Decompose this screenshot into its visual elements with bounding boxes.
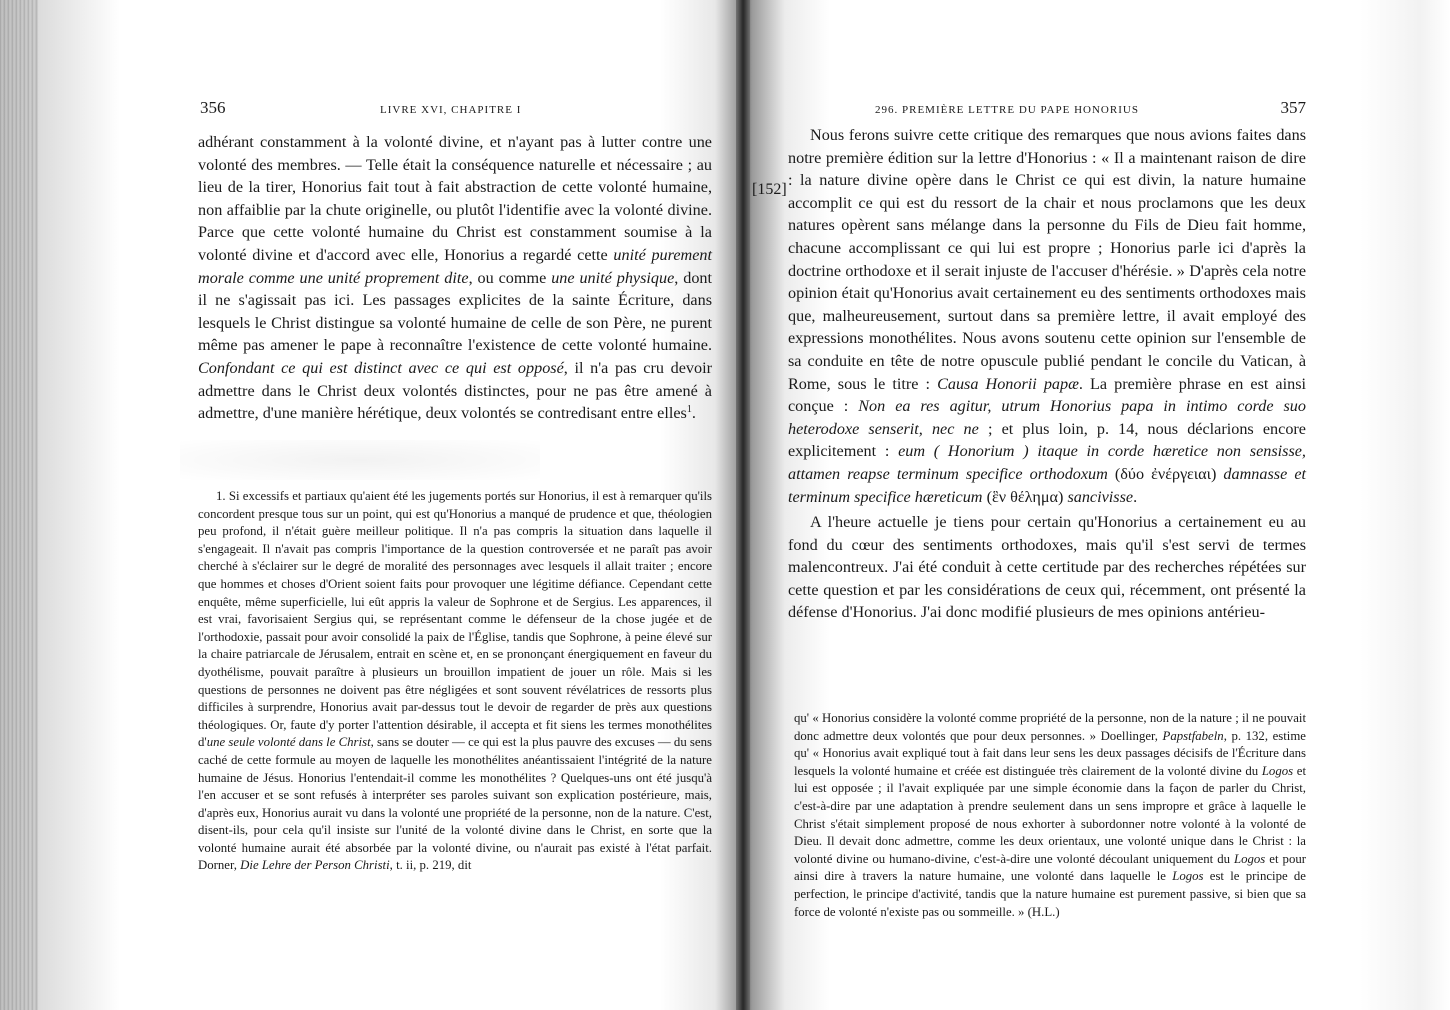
right-footnote — [794, 710, 1306, 921]
text-run: . — [1133, 487, 1138, 506]
left-body-text — [198, 131, 712, 425]
right-paragraph-1 — [788, 124, 1306, 508]
text-run: , p. 132, estime qu' « Honorius avait expliqué tout à fait dans leur sens les deux passages décisifs de l'Écriture dans lesquels la volonté humaine et créée est distinguée très clairement de la volonté divine du — [794, 728, 1306, 778]
italic-run: Logos — [1261, 763, 1294, 778]
text-run: . La première phrase en est ainsi conçue : — [788, 374, 1307, 416]
right-body-text — [752, 124, 1307, 624]
italic-run: Die Lehre der Person Christi — [240, 858, 390, 873]
text-run: , sans se douter — ce qui est la plus pauvre des excuses — du sens caché de cette formule au moyen de laquelle les monothélites anéantissaient l'intégrité de la nature humaine de Jésus. Honorius l'entendait-il comme les monothélites ? Quelques-uns ont été jusqu'à l'en accuser et se sont refusés à interpréter ses paroles suivant son explication postérieure, mais, d'après eux, Honorius aurait vu dans la volonté une propriété de la personne, non de la nature. C'est, disent-ils, pour cela qu'il insiste sur l'unité de la volonté divine dans le Christ, en sorte que la volonté humaine aurait été absorbée par la volonté divine, ou n'aurait pas existé à l'état parfait. Dorner, — [198, 735, 712, 873]
italic-run: Logos — [1172, 869, 1204, 884]
running-title-left: LIVRE XVI, CHAPITRE I — [380, 104, 522, 116]
book-gutter — [736, 0, 750, 1010]
italic-run: eum ( Honorium ) itaque in corde hæretice non sensisse, attamen reapse terminum specifice orthodoxum — [788, 442, 1306, 483]
text-run: 1. Si excessifs et partiaux qu'aient été les jugements portés sur Honorius, il est à remarquer qu'ils concordent presque tous sur un point, qui est qu'Honorius a manqué de prudence et que, théologien peu profond, il n'était guère meilleur politique. Il n'a pas compris la situation dans laquelle il s'engageait. Il n'avait pas compris l'importance de la question controversée et ne paraît pas avoir cherché à s'éclairer sur le degré de moralité des personnages avec lesquels il allait traiter ; encore que hommes et choses d'Orient soient faits pour provoquer une légitime défiance. Cependant cette enquête, même superficielle, lui eût appris la valeur de Sophrone et de Sergius. Les apparences, il est vrai, favorisaient Sergius qui, se représentant comme le défenseur de la chose jugée et de l'orthodoxie, passait pour avoir consolidé la paix de l'Église, tandis que Sophrone, à peine élevé sur la chaire patriarcale de Jérusalem, entrait en scène et, en se prononçant énergiquement en faveur du dyothélisme, pouvait paraître à plusieurs un brouillon impatient de jouer un rôle. Mais si les questions de personnes ne doivent pas être négligées et sont souvent révélatrices de ressorts plus difficiles à surprendre, Honorius avait par-dessus tout le devoir de regarder de près aux questions théologiques. Or, faute d'y porter l'attention désirable, il accepta et fit siens les termes monothélites d' — [198, 489, 712, 750]
text-run: , ou comme — [468, 268, 552, 287]
greek-run: (δύο ἐνέργειαι) — [1107, 464, 1224, 483]
right-paragraph-2: A l'heure actuelle je tiens pour certain qu'Honorius a certainement eu au fond du cœur des sentiments orthodoxes, mais qu'il s'est servi de termes malencontreux. J'ai été conduit à cette certitude par des recherches répétées sur cette question et par les considérations de ceux qui, récemment, ont présenté la défense d'Honorius. J'ai donc modifié plusieurs de mes opinions antérieu- — [788, 513, 1306, 622]
left-footnote — [198, 488, 712, 875]
italic-run: Non ea res agitur, utrum Honorius papa in intimo corde suo heterodoxe senserit, nec ne — [788, 397, 1306, 438]
text-run: . — [691, 404, 696, 423]
text-run: Nous ferons suivre cette critique des remarques que nous avions faites dans notre première édition sur la lettre d'Honorius : « Il a maintenant raison de dire : la nature divine opère dans le Christ ce qui est divin, la nature humaine accomplit ce qui est du ressort de la chair et nous proclamons que les deux natures opèrent sans mélange dans la personne du Fils de Dieu fait homme, chacune accomplissant ce qui lui est propre ; Honorius parle ici d'après la doctrine orthodoxe et il serait injuste de l'accuser d'hérésie. » D'après cela notre opinion était qu'Honorius avait certainement eu des sentiments orthodoxes mais que, malheureusement, surtout dans sa première lettre, il avait employé des expressions monothélites. Nous avons soutenu cette opinion sur l'ensemble de sa conduite en tête de notre opuscule publié pendant le concile du Vatican, à Rome, sous le titre : — [788, 126, 1306, 393]
page-number-right: 357 — [1280, 98, 1306, 117]
text-run: , il n'a pas cru devoir admettre dans le Christ deux volontés distinctes, pour ne pas être amené à admettre, d'une manière hérétique, deux volontés se contredisant entre elles — [198, 358, 712, 423]
italic-run: Papstfabeln — [1162, 728, 1224, 743]
greek-run: (ἓν θέλημα) — [982, 487, 1068, 506]
running-title-right: 296. PREMIÈRE LETTRE DU PAPE HONORIUS — [875, 104, 1139, 116]
italic-run: sancivisse — [1067, 487, 1134, 506]
italic-run: une unité physique — [551, 268, 675, 287]
page-number-left: 356 — [200, 98, 226, 117]
italic-run: damnasse et terminum specifice hæreticum — [788, 464, 1307, 506]
italic-run: Confondant ce qui est distinct avec ce qui est opposé — [198, 358, 564, 377]
text-run: qu' « Honorius considère la volonté comme propriété de la personne, non de la nature ; il ne pouvait donc admettre deux volontés que pour deux personnes. » Doellinger, — [794, 711, 1306, 743]
right-page — [752, 0, 1307, 1010]
text-run: est le principe de perfection, le principe d'activité, tandis que la nature humaine est purement passive, si bien que sa force de volonté n'existe pas ou sommeille. » (H.L.) — [794, 869, 1306, 919]
marginal-reference: [152] — [752, 181, 787, 198]
italic-run: Causa Honorii papæ — [937, 374, 1079, 393]
text-run: et lui est opposée ; il l'avait expliquée par une simple économie dans la façon de parler du Christ, c'est-à-dire par une adaptation à prendre seulement dans un sens impropre et grâce à laquelle le Christ s'était simplement proposé de nous exhorter à subordonner notre volonté à la volonté de Dieu. Il devait donc admettre, comme les deux orientaux, une volonté unique dans le Christ : la volonté divine ou humano-divine, c'est-à-dire une volonté découlant uniquement du — [794, 763, 1307, 866]
left-paragraph — [198, 131, 712, 425]
italic-run: unité purement morale comme une unité proprement dite — [198, 245, 712, 287]
footnote-ref: 1 — [686, 404, 692, 416]
footnote-paragraph — [794, 710, 1306, 921]
text-run: , t. ii, p. 219, dit — [389, 858, 472, 873]
italic-run: une seule volonté dans le Christ — [206, 735, 371, 750]
page-edges — [0, 0, 38, 1010]
text-run: , dont il ne s'agissait pas ici. Les passages explicites de la sainte Écriture, dans lesquels le Christ distingue sa volonté humaine de celle de son Père, ne purent même pas amener le pape à reconnaître l'existence de cette volonté humaine. — [198, 268, 713, 355]
text-run: et pour ainsi dire à travers la nature humaine, une volonté dans laquelle le — [794, 851, 1306, 884]
left-page — [198, 0, 712, 1010]
running-head-left — [198, 100, 712, 120]
text-run: adhérant constamment à la volonté divine, et n'ayant pas à lutter contre une volonté des membres. — Telle était la conséquence naturelle et nécessaire ; au lieu de la tirer, Honorius fait tout à fait abstraction de cette volonté humaine, non affaiblie par la chute originelle, ou plutôt l'identifie avec la volonté divine. Parce que cette volonté humaine du Christ est constamment soumise à la volonté divine et d'accord avec elle, Honorius a regardé cette — [198, 133, 712, 264]
text-run: ; et plus loin, p. 14, nous déclarions encore explicitement : — [788, 419, 1306, 461]
italic-run: Logos — [1234, 851, 1266, 866]
running-head-right — [788, 100, 1306, 120]
footnote-paragraph — [198, 488, 712, 875]
